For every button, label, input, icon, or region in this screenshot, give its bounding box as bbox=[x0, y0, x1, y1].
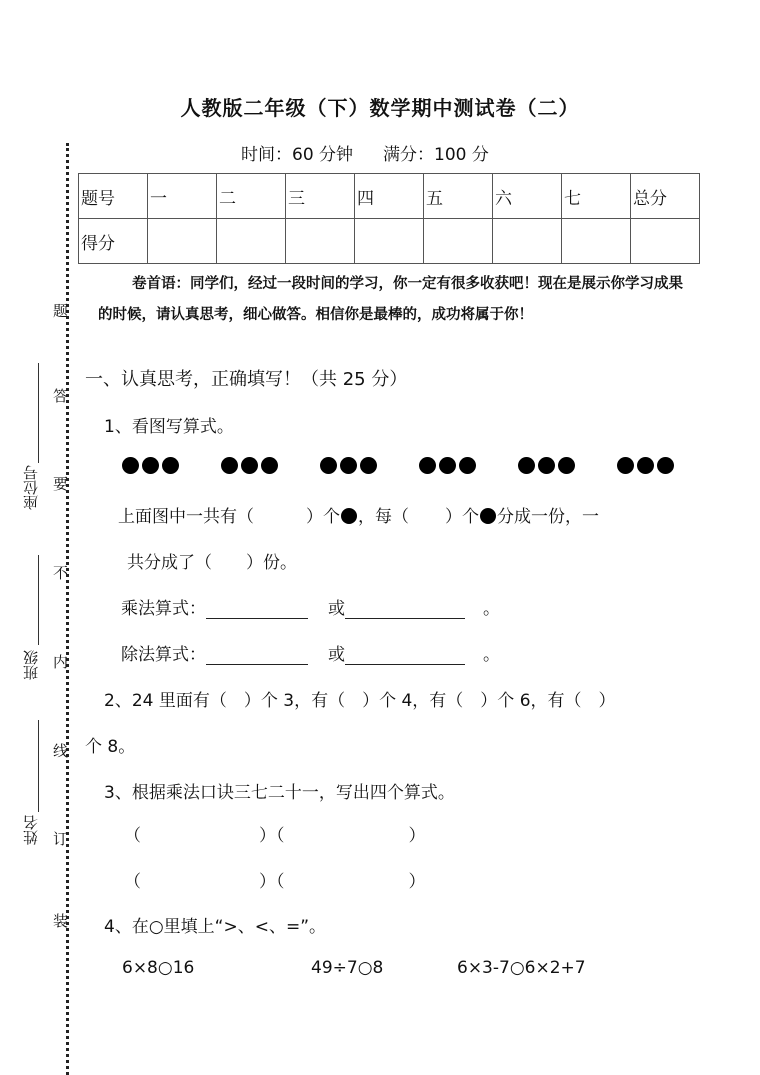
page-title: 人教版二年级（下）数学期中测试卷（二） bbox=[180, 96, 580, 120]
dot-icon bbox=[320, 457, 337, 474]
q4-item: 6×3-7○6×2+7 bbox=[457, 958, 586, 978]
q1-dot-groups bbox=[122, 455, 677, 474]
exam-info bbox=[241, 140, 489, 165]
dot-group bbox=[320, 455, 380, 474]
score-table-cell: 三 bbox=[286, 174, 355, 219]
q1-text: ）个 bbox=[306, 507, 340, 527]
score-input-cell[interactable] bbox=[631, 219, 700, 264]
time-info: 时间：60 分钟 bbox=[241, 145, 354, 165]
q3-row-2 bbox=[124, 867, 426, 892]
dot-icon bbox=[480, 508, 496, 524]
multiplication-answer-2[interactable] bbox=[345, 600, 465, 619]
division-label: 除法算式： bbox=[121, 645, 206, 665]
q4-item: 49÷7○8 bbox=[311, 958, 384, 978]
dot-icon bbox=[261, 457, 278, 474]
intro-label: 卷首语： bbox=[132, 275, 190, 292]
intro-paragraph bbox=[98, 268, 688, 330]
score-table-cell: 一 bbox=[148, 174, 217, 219]
seat-number-label: 座位号 bbox=[22, 465, 40, 510]
division-answer-1[interactable] bbox=[206, 646, 308, 665]
paren-open: （ bbox=[124, 826, 141, 846]
q1-line1 bbox=[118, 502, 599, 527]
score-table-cell: 题号 bbox=[79, 174, 148, 219]
score-table bbox=[78, 173, 700, 264]
score-table-cell: 五 bbox=[424, 174, 493, 219]
score-table-cell: 二 bbox=[217, 174, 286, 219]
q1-text: 上面图中一共有（ bbox=[118, 507, 254, 527]
score-input-cell[interactable] bbox=[286, 219, 355, 264]
q1-text: 分成一份，一 bbox=[497, 507, 599, 527]
dot-group bbox=[221, 455, 281, 474]
dot-icon bbox=[419, 457, 436, 474]
score-input-cell[interactable] bbox=[148, 219, 217, 264]
score-input-cell[interactable] bbox=[424, 219, 493, 264]
or-text: 或 bbox=[328, 599, 345, 619]
q1-text: ）个 bbox=[445, 507, 479, 527]
dot-icon bbox=[637, 457, 654, 474]
score-row-label: 得分 bbox=[79, 219, 148, 264]
q1-title: 1、看图写算式。 bbox=[104, 417, 234, 437]
dot-group bbox=[419, 455, 479, 474]
dot-group bbox=[122, 455, 182, 474]
dot-icon bbox=[341, 508, 357, 524]
margin-warning-char: 要 bbox=[53, 475, 69, 493]
margin-warning-char: 订 bbox=[53, 830, 69, 848]
dot-icon bbox=[657, 457, 674, 474]
paren-open: （ bbox=[124, 872, 141, 892]
dot-icon bbox=[439, 457, 456, 474]
dot-icon bbox=[241, 457, 258, 474]
division-answer-2[interactable] bbox=[345, 646, 465, 665]
name-label: 姓名 bbox=[22, 815, 40, 845]
margin-warning-char: 装 bbox=[53, 912, 69, 930]
dot-icon bbox=[122, 457, 139, 474]
score-input-cell[interactable] bbox=[562, 219, 631, 264]
q4-item: 6×8○16 bbox=[122, 958, 195, 978]
paren-close: ） bbox=[408, 826, 426, 846]
dot-group bbox=[617, 455, 677, 474]
score-table-cell: 六 bbox=[493, 174, 562, 219]
dot-icon bbox=[142, 457, 159, 474]
q3-title: 3、根据乘法口诀三七二十一，写出四个算式。 bbox=[104, 783, 455, 803]
q1-line2: 共分成了（ ）份。 bbox=[127, 553, 297, 573]
q1-multiplication-row bbox=[121, 594, 500, 619]
dot-icon bbox=[617, 457, 634, 474]
q1-division-row bbox=[121, 640, 500, 665]
margin-warning-char: 题 bbox=[53, 302, 69, 320]
dot-icon bbox=[162, 457, 179, 474]
score-table-cell: 总分 bbox=[631, 174, 700, 219]
score-input-cell[interactable] bbox=[493, 219, 562, 264]
paren-open: （ bbox=[276, 826, 285, 846]
paren-close: ） bbox=[259, 826, 276, 846]
score-table-score-row bbox=[79, 219, 700, 264]
margin-warning-char: 不 bbox=[53, 564, 69, 582]
intro-text: 同学们，经过一段时间的学习，你一定有很多收获吧！现在是展示你学习成果的时候，请认真思考，细心做答。相信你是最棒的，成功将属于你！ bbox=[98, 275, 683, 323]
or-text: 或 bbox=[328, 645, 345, 665]
class-label: 班级 bbox=[22, 650, 40, 680]
paren-open: （ bbox=[276, 872, 285, 892]
q3-row-1 bbox=[124, 821, 426, 846]
dot-icon bbox=[558, 457, 575, 474]
dot-icon bbox=[459, 457, 476, 474]
score-table-cell: 四 bbox=[355, 174, 424, 219]
margin-warning-char: 答 bbox=[53, 387, 69, 405]
dot-icon bbox=[221, 457, 238, 474]
dot-icon bbox=[518, 457, 535, 474]
q2-line2: 个 8。 bbox=[85, 737, 136, 757]
multiplication-label: 乘法算式： bbox=[121, 599, 206, 619]
seat-number-blank[interactable] bbox=[38, 363, 39, 463]
score-input-cell[interactable] bbox=[355, 219, 424, 264]
score-table-header-row bbox=[79, 174, 700, 219]
q1-text: ，每（ bbox=[358, 507, 409, 527]
dot-icon bbox=[538, 457, 555, 474]
binding-dotted-line bbox=[66, 143, 69, 1075]
dot-group bbox=[518, 455, 578, 474]
full-score-info: 满分：100 分 bbox=[383, 145, 489, 165]
period-text: 。 bbox=[483, 599, 500, 619]
section-1-title: 一、认真思考，正确填写！（共 25 分） bbox=[85, 369, 408, 390]
paren-close: ） bbox=[259, 872, 276, 892]
score-input-cell[interactable] bbox=[217, 219, 286, 264]
class-blank[interactable] bbox=[38, 555, 39, 645]
name-blank[interactable] bbox=[38, 720, 39, 812]
margin-warning-char: 内 bbox=[53, 653, 69, 671]
dot-icon bbox=[340, 457, 357, 474]
q2-line1: 2、24 里面有（ ）个 3，有（ ）个 4，有（ ）个 6，有（ ） bbox=[104, 691, 616, 711]
q4-title: 4、在○里填上“>、<、=”。 bbox=[104, 917, 326, 937]
dot-icon bbox=[360, 457, 377, 474]
period-text: 。 bbox=[483, 645, 500, 665]
score-table-cell: 七 bbox=[562, 174, 631, 219]
multiplication-answer-1[interactable] bbox=[206, 600, 308, 619]
margin-warning-char: 线 bbox=[53, 742, 69, 760]
paren-close: ） bbox=[408, 872, 426, 892]
